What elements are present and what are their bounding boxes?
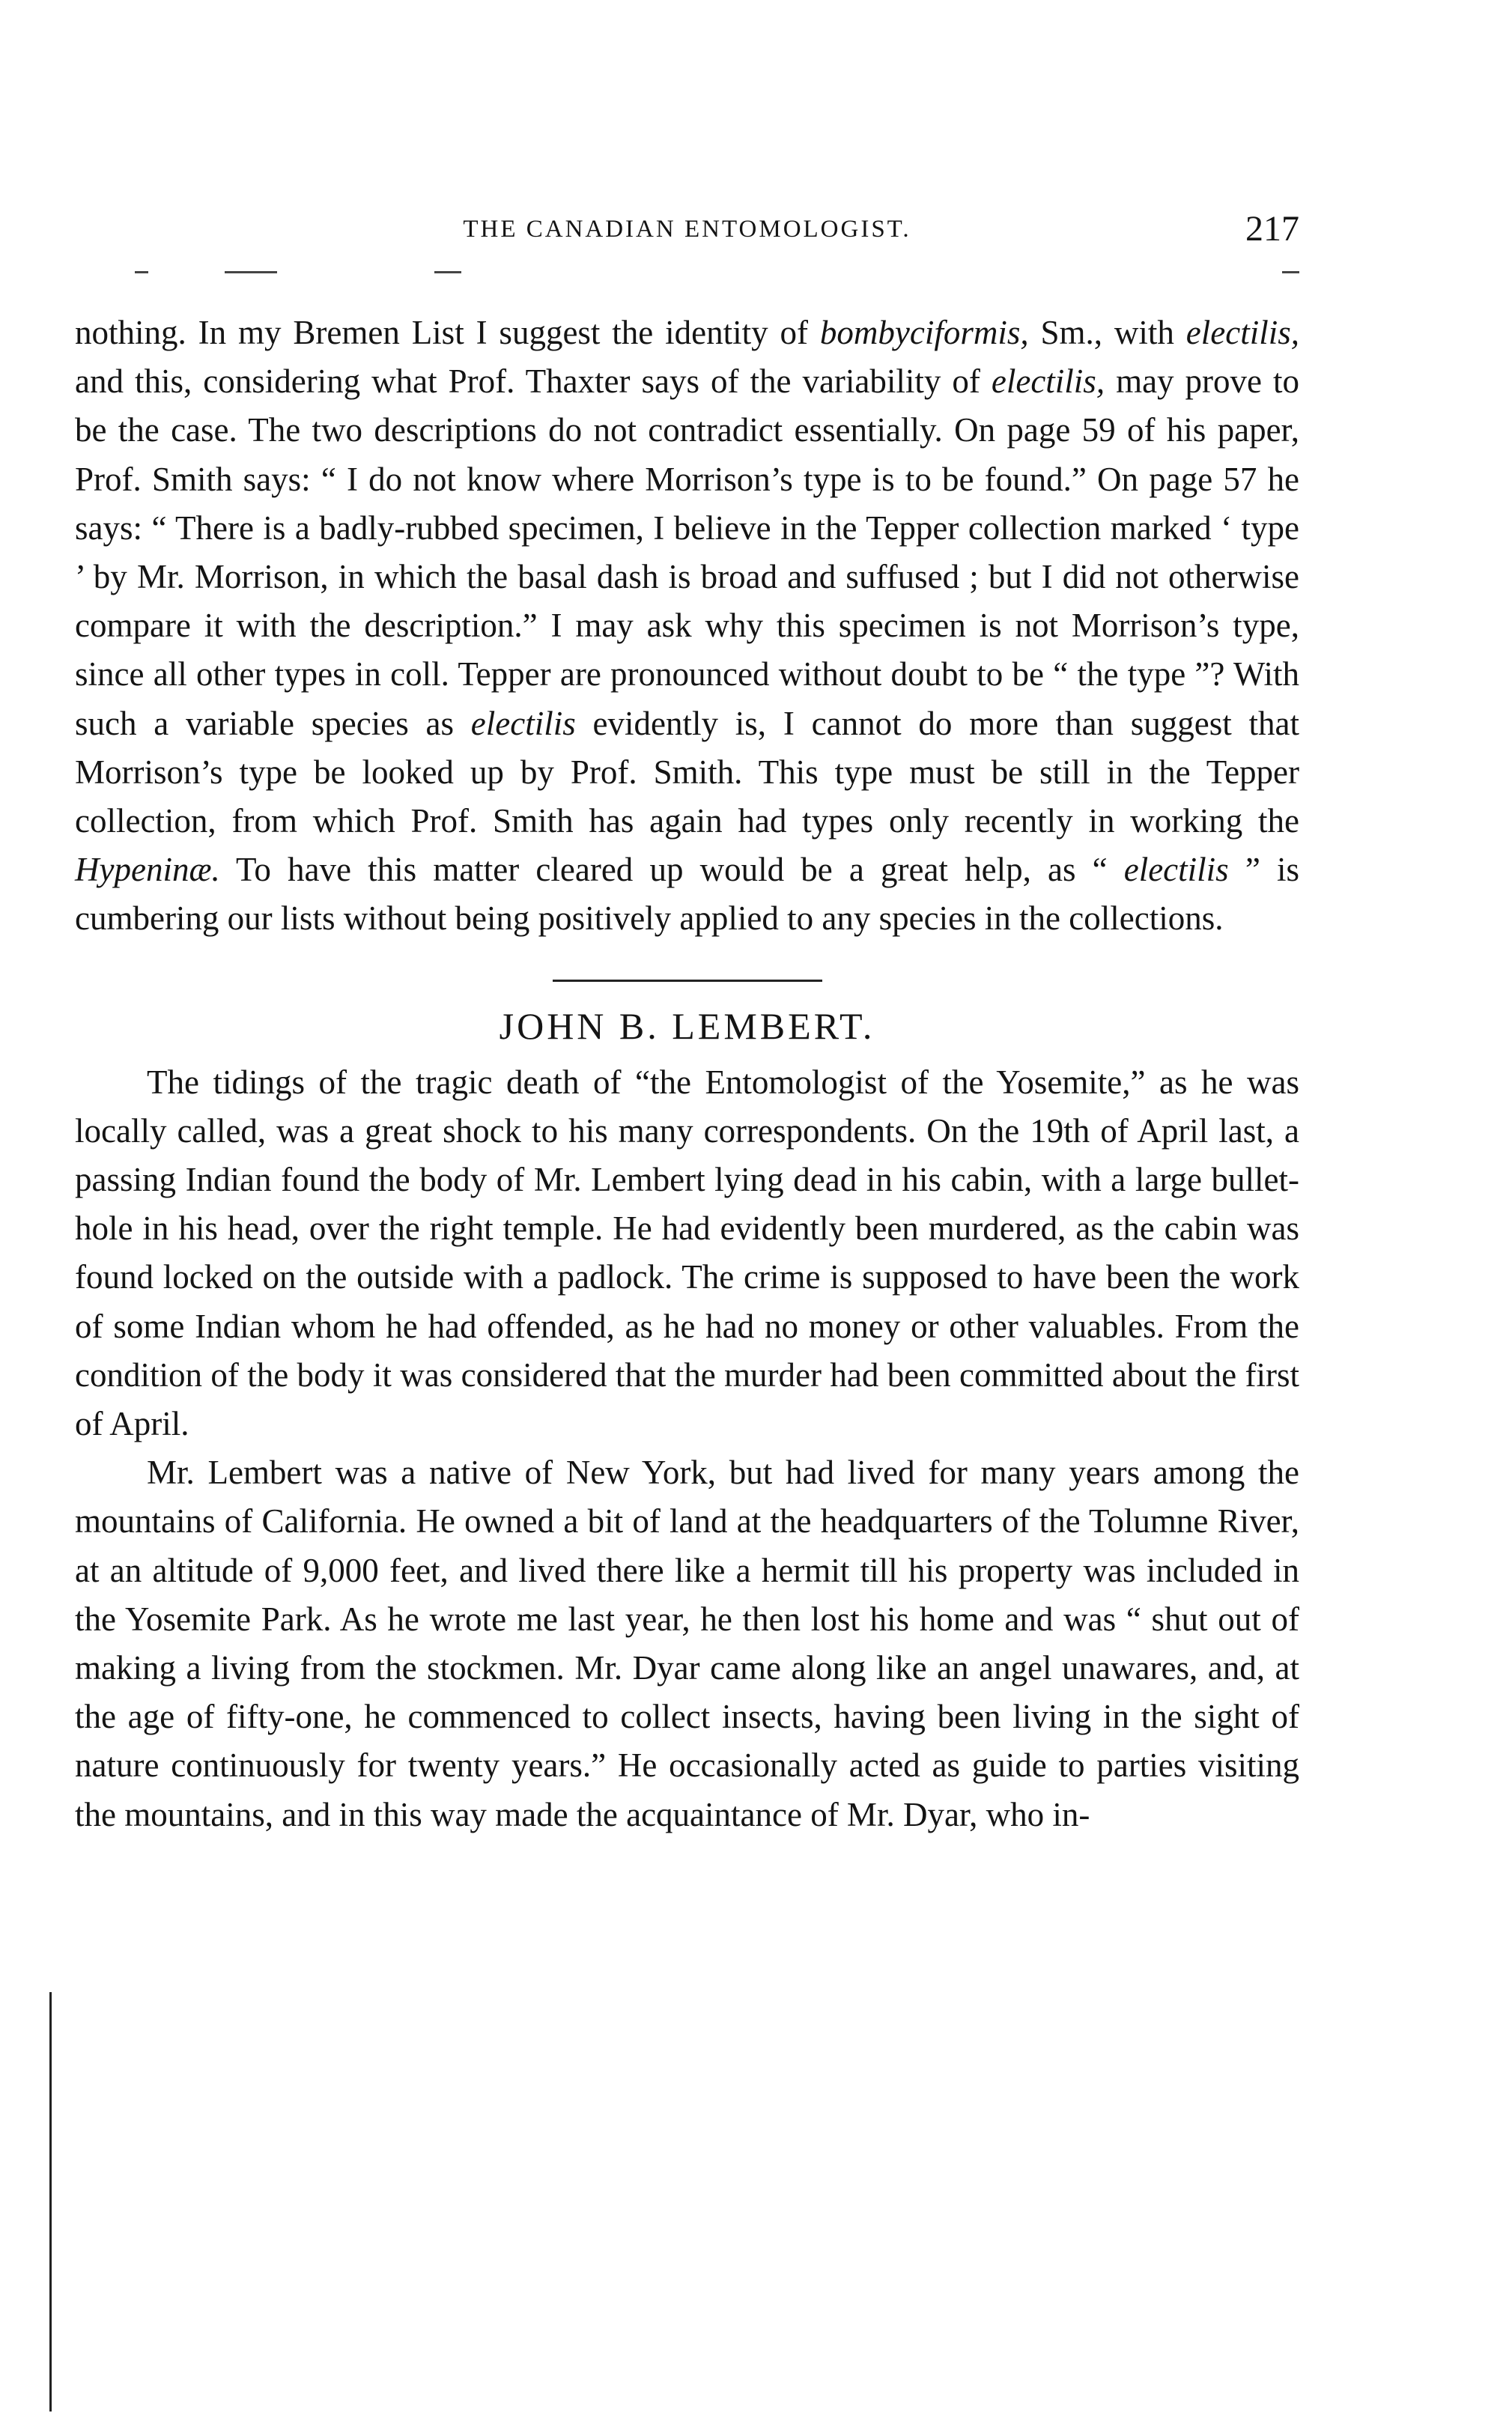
margin-line [49,1992,52,2412]
section-title: JOHN B. LEMBERT. [499,1004,875,1047]
section-divider [553,980,822,982]
genus-name: Hypeninæ. [75,851,220,889]
running-title: THE CANADIAN ENTOMOLOGIST. [463,216,911,243]
text-run: may prove to be the case. The two descriptions do not contradict essentially. On page 59 of his paper, Prof. Smith says: “ I do not know where Morrison’s type is to be found.” On page 57 he says: “ There is a badly-rubbed specimen, I believe in the Tepper collection marked ‘ type ’ by Mr. Morrison, in which the basal dash is broad and suffused ; but I did not otherwise compare it with the description.” I may ask why this specimen is not Morrison’s type, since all other types in coll. Tepper are pronounced without doubt to be “ the type ”? With such a variable species as [75,362,1300,742]
text-run: evidently is, I cannot do more than suggest that Morrison’s type be looked up by Prof. Smith. This type must be still in the Tepper collection, from which Prof. Smith has again had types only recently in working the [75,704,1299,840]
header-rule-marks [75,271,1299,276]
species-name: electilis, [1185,314,1299,351]
text-run: ” is cumbering our lists without being positively applied to any species in the collections. [75,851,1299,938]
page-number: 217 [1245,209,1299,249]
species-name: electilis [1123,851,1229,889]
text-run: Sm., with [1028,314,1186,351]
text-run: nothing. In my Bremen List I suggest the identity of [75,314,820,351]
text-run: and this, considering what Prof. Thaxter says of the variability of [75,362,992,401]
paragraph-lembert-life: Mr. Lembert was a native of New York, but had lived for many years among the mountains of California. He owned a bit of land at the headquarters of the Tolumne River, at an altitude of 9,000 feet, and lived there like a hermit till his property was included in the Yosemite Park. As he wrote me last year, he then lost his home and was “ shut out of making a living from the stockmen. Mr. Dyar came along like an angel unawares, and, at the age of fifty-one, he commenced to collect insects, having been living in the sight of nature continuously for twenty years.” He occasionally acted as guide to parties visiting the mountains, and in this way made the acquaintance of Mr. Dyar, who in- [75,1454,1299,1833]
text-run: To have this matter cleared up would be a great help, as “ [219,851,1124,889]
page-header [75,208,1299,253]
page-body [75,309,1299,1839]
paragraph-continuation [75,309,1299,944]
paragraph-lembert-death: The tidings of the tragic death of “the Entomologist of the Yosemite,” as he was locally called, was a great shock to his many correspondents. On the 19th of April last, a passing Indian found the body of Mr. Lembert lying dead in his cabin, with a large bullet-hole in his head, over the right temple. He had evidently been murdered, as the cabin was found locked on the outside with a padlock. The crime is supposed to have been the work of some Indian whom he had offended, as he had no money or other valuables. From the condition of the body it was considered that the murder had been committed about the first of April. [75,1063,1299,1443]
species-name: electilis [470,704,576,742]
species-name: electilis, [991,362,1105,401]
species-name: bombyciformis, [819,314,1029,351]
